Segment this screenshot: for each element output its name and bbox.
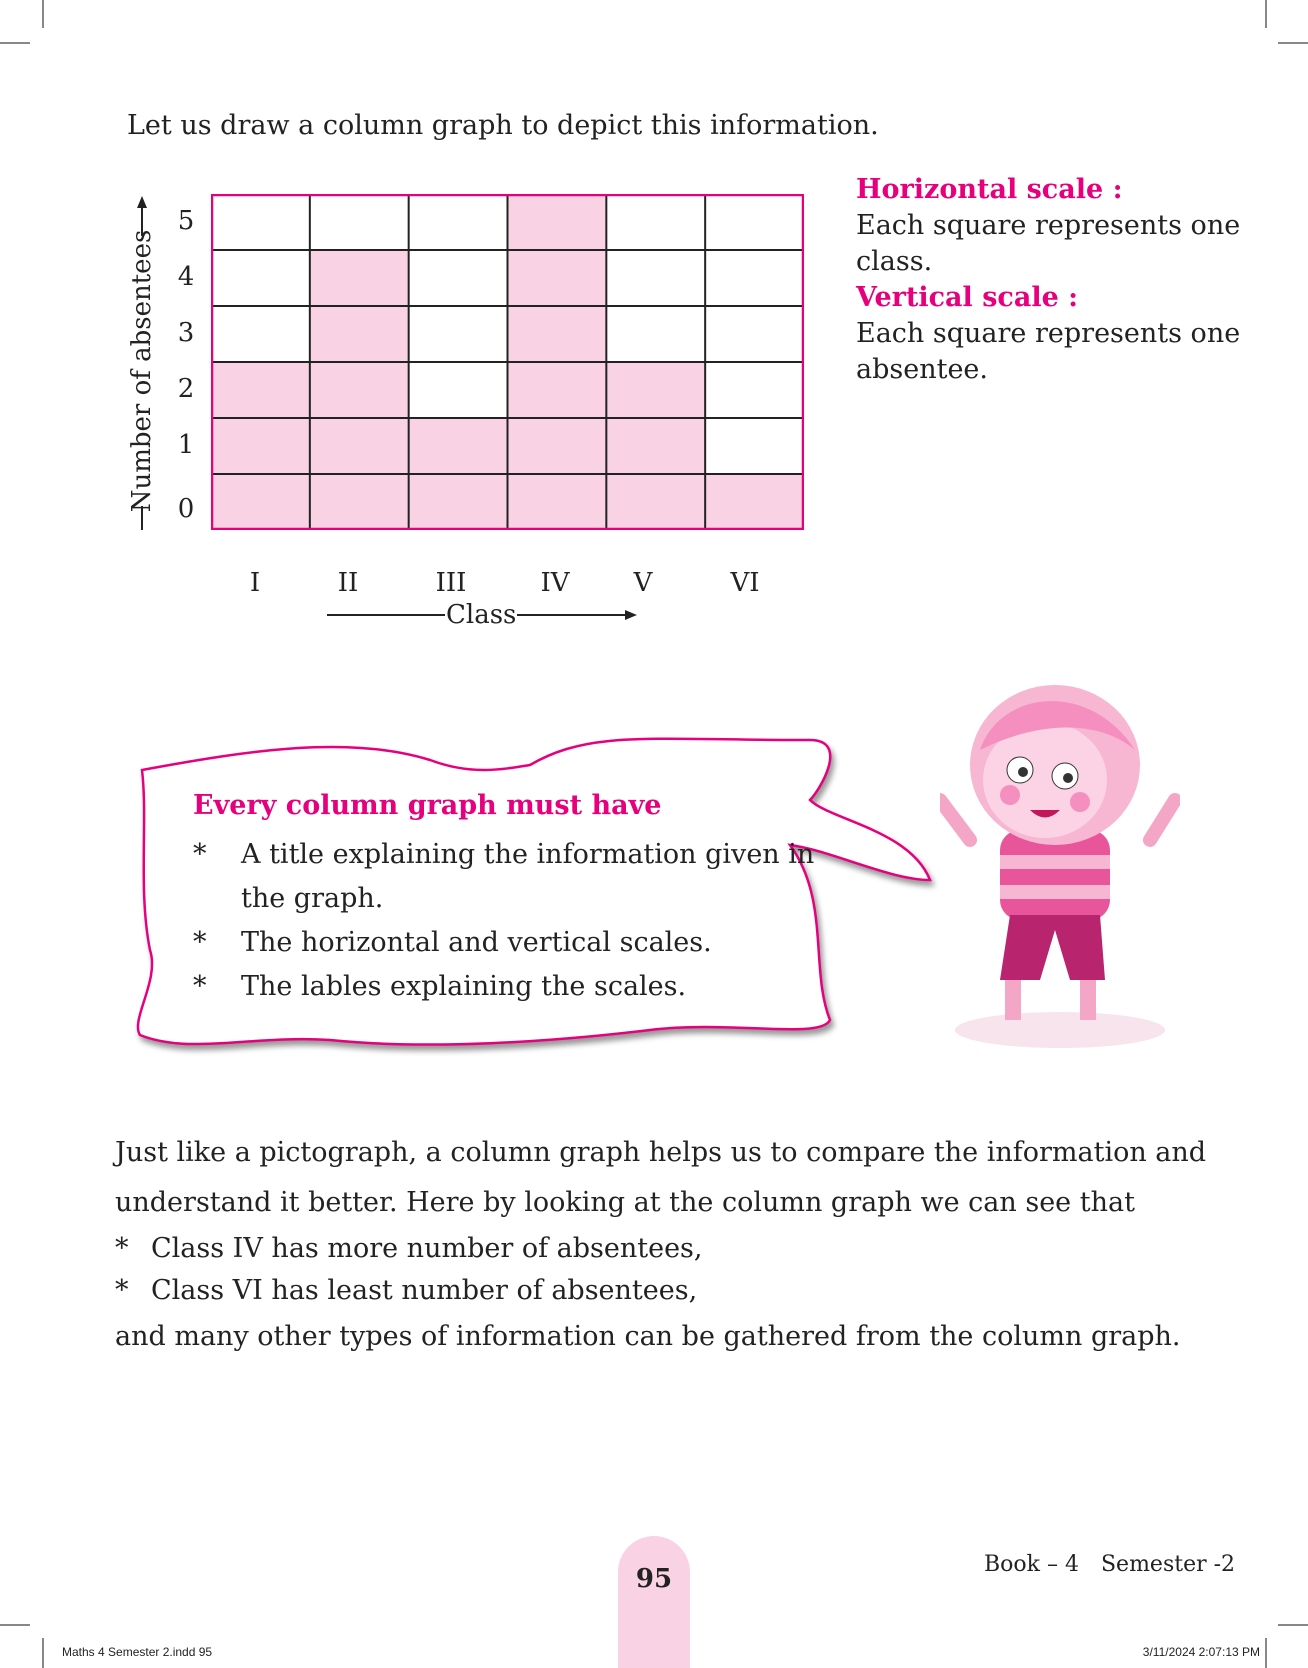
column-cell-filled [508, 362, 607, 418]
column-cell-filled [508, 250, 607, 306]
y-tick-label: 3 [177, 318, 195, 348]
column-cell-filled [211, 362, 310, 418]
list-item [115, 1228, 1206, 1270]
horizontal-scale-text: class. [856, 246, 933, 277]
list-item [193, 921, 814, 965]
page-number-tab [618, 1536, 690, 1668]
column-cell-filled [409, 474, 508, 530]
grid-cell [409, 362, 508, 418]
body-text [115, 1128, 1206, 1362]
grid-cell [705, 362, 804, 418]
girl-illustration [940, 680, 1180, 1050]
semester: Semester -2 [1100, 1552, 1236, 1577]
column-cell-filled [310, 418, 409, 474]
list-item [193, 833, 815, 921]
grid-cell [705, 250, 804, 306]
item-text: Class IV has more number of absentees, [151, 1233, 703, 1264]
column-cell-filled [508, 418, 607, 474]
column-cell-filled [705, 474, 804, 530]
slug-timestamp: 3/11/2024 2:07:13 PM [1142, 1645, 1260, 1659]
x-tick-label: I [249, 568, 261, 598]
x-tick-label: VI [730, 568, 760, 598]
y-tick-label: 5 [177, 206, 195, 236]
grid-cell [211, 194, 310, 250]
grid-cell [705, 306, 804, 362]
grid-cell [211, 250, 310, 306]
y-tick-label: 0 [177, 494, 195, 524]
list-item [193, 965, 814, 1009]
column-cell-filled [310, 362, 409, 418]
item-text: the graph. [241, 883, 384, 914]
column-graph [211, 194, 804, 530]
horizontal-scale-title: Horizontal scale : [856, 174, 1123, 205]
item-text: The lables explaining the scales. [241, 971, 687, 1002]
book-label [984, 1552, 1235, 1577]
column-cell-filled [310, 474, 409, 530]
intro-text: Let us draw a column graph to depict this information. [127, 110, 879, 141]
y-tick-label: 4 [177, 262, 195, 292]
bubble-title: Every column graph must have [193, 790, 662, 821]
x-tick-label: II [337, 568, 359, 598]
bubble-content [193, 790, 814, 1009]
crop-mark [42, 0, 44, 28]
y-tick-label: 2 [177, 374, 195, 404]
bullet: * [193, 971, 207, 1002]
page-number: 95 [635, 1564, 673, 1594]
grid-cell [606, 194, 705, 250]
crop-mark [1265, 0, 1267, 28]
column-cell-filled [211, 418, 310, 474]
bullet: * [115, 1233, 129, 1264]
column-cell-filled [211, 474, 310, 530]
crop-mark [0, 1624, 30, 1626]
x-tick-label: IV [540, 568, 570, 598]
grid-cell [211, 306, 310, 362]
paragraph-line: and many other types of information can be gathered from the column graph. [115, 1321, 1181, 1352]
crop-mark [42, 1638, 44, 1668]
grid-cell [705, 418, 804, 474]
grid-cell [310, 194, 409, 250]
bullet: * [115, 1275, 129, 1306]
column-cell-filled [606, 474, 705, 530]
grid-cell [409, 194, 508, 250]
column-cell-filled [606, 362, 705, 418]
x-tick-label: III [435, 568, 467, 598]
column-cell-filled [409, 418, 508, 474]
grid-cell [705, 194, 804, 250]
vertical-scale-title: Vertical scale : [856, 282, 1079, 313]
scale-notes [856, 172, 1240, 388]
grid-cell [606, 250, 705, 306]
column-cell-filled [508, 306, 607, 362]
y-axis-label [126, 196, 156, 530]
item-text: Class VI has least number of absentees, [151, 1275, 698, 1306]
crop-mark [0, 42, 30, 44]
x-tick-label: V [633, 568, 653, 598]
y-tick-label: 1 [177, 430, 195, 460]
grid-cell [409, 250, 508, 306]
slug-filename: Maths 4 Semester 2.indd 95 [62, 1645, 213, 1659]
vertical-scale-text: absentee. [856, 354, 988, 385]
paragraph-line: Just like a pictograph, a column graph helps us to compare the information and [115, 1137, 1207, 1168]
column-cell-filled [310, 306, 409, 362]
bullet: * [193, 927, 207, 958]
paragraph-line: understand it better. Here by looking at the column graph we can see that [115, 1187, 1135, 1218]
crop-mark [1278, 1624, 1308, 1626]
crop-mark [1278, 42, 1308, 44]
column-cell-filled [606, 418, 705, 474]
list-item [115, 1270, 1206, 1312]
vertical-scale-text: Each square represents one [856, 318, 1241, 349]
item-text: The horizontal and vertical scales. [241, 927, 712, 958]
column-cell-filled [508, 474, 607, 530]
column-cell-filled [508, 194, 607, 250]
book-number: Book – 4 [984, 1552, 1079, 1577]
grid-cell [606, 306, 705, 362]
item-text: A title explaining the information given in [241, 839, 815, 870]
horizontal-scale-text: Each square represents one [856, 210, 1241, 241]
x-axis-title: Class [446, 600, 517, 630]
column-cell-filled [310, 250, 409, 306]
grid-cell [409, 306, 508, 362]
bullet: * [193, 839, 207, 870]
crop-mark [1265, 1638, 1267, 1668]
y-axis-title: Number of absentees [127, 229, 157, 513]
